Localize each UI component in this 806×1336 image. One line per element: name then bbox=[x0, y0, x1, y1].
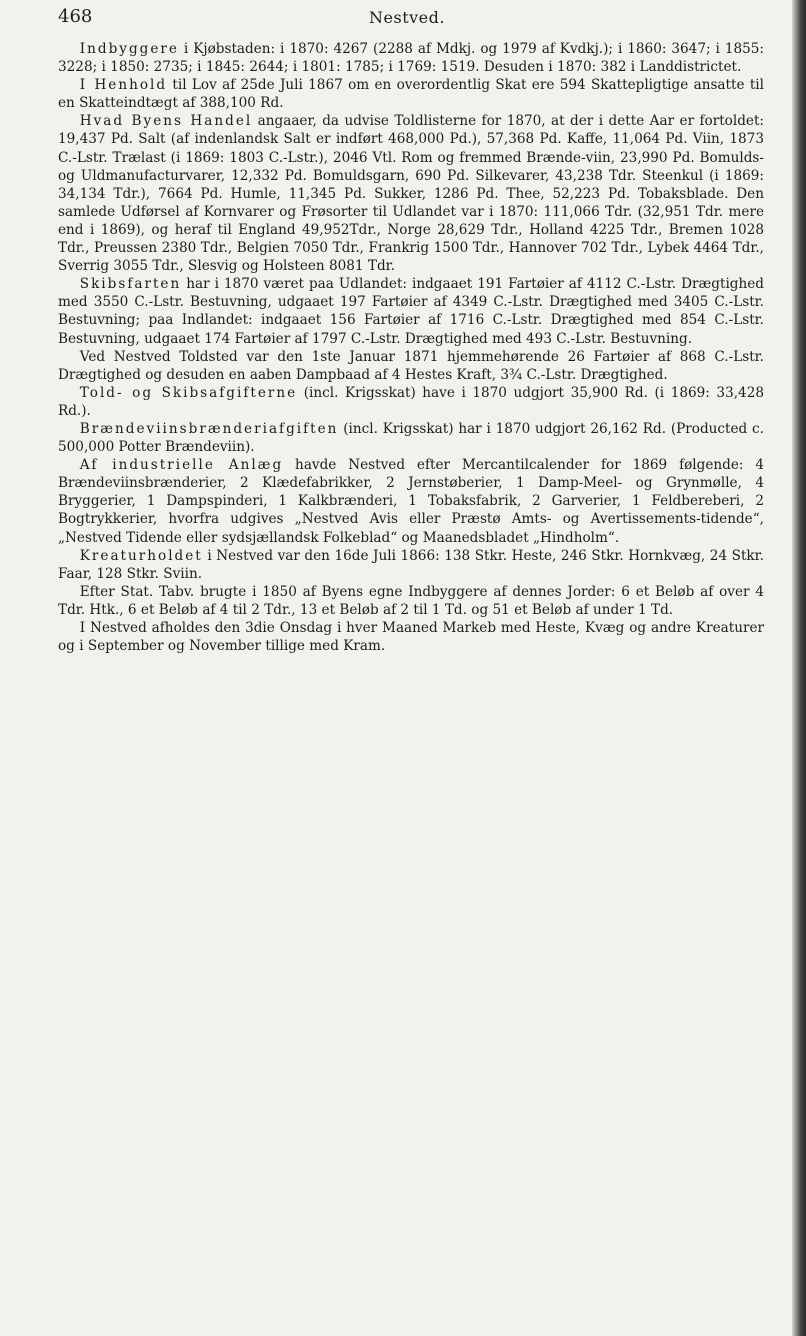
paragraph-text: til Lov af 25de Juli 1867 om en overordentlig Skat ere 594 Skattepligtige ansatte til en Skatteindtægt af 388,100 Rd. bbox=[58, 77, 764, 112]
paragraph-text: havde Nestved efter Mercantilcalender for 1869 følgende: 4 Brændeviinsbrænderier, 2 Klædefabrikker, 2 Jernstøberier, 1 Damp-Meel- og Grynmølle, 4 Bryggerier, 1 Dampspinderi, 1 Kalkbrænderi, 1 Tobaksfabrik, 2 Garverier, 1 Feldbereberi, 2 Bogtrykkerier, hvorfra udgives „Nestved Avis eller Præstø Amts- og Avertissements-tidende“, „Nestved Tidende eller sydsjællandsk Folkeblad“ og Maanedsbladet „Hindholm“. bbox=[58, 457, 765, 546]
paragraph-text: Ved Nestved Toldsted var den 1ste Januar 1871 hjemmehørende 26 Fartøier af 868 C.-Lstr. Drægtighed og desuden en aaben Dampbaad af 4 Hestes Kraft, 3¾ C.-Lstr. Drægtighed. bbox=[58, 348, 764, 383]
page-edge-shadow bbox=[792, 0, 806, 1336]
paragraph-trade bbox=[58, 112, 764, 275]
paragraph-distillery bbox=[58, 420, 764, 456]
paragraph-shipping bbox=[58, 275, 764, 347]
paragraph-text: angaaer, da udvise Toldlisterne for 1870, at der i dette Aar er fortoldet: 19,437 Pd. Salt (af indenlandsk Salt er indført 468,000 Pd.), 57,368 Pd. Kaffe, 11,064 Pd. Viin, 1873 C.-Lstr. Trælast (i 1869: 1803 C.-Lstr.), 2046 Vtl. Rom og fremmed Brænde-viin, 23,990 Pd. Bomulds- og Uldmanufacturvarer, 12,332 Pd. Bomuldsgarn, 690 Pd. Silkevarer, 43,238 Tdr. Steenkul (i 1869: 34,134 Tdr.), 7664 Pd. Humle, 11,345 Pd. Sukker, 1286 Pd. Thee, 52,223 Pd. Tobaksblade. Den samlede Udførsel af Kornvarer og Frøsorter til Udlandet var i 1870: 111,066 Tdr. (32,951 Tdr. mere end i 1869), og heraf til England 49,952Tdr., Norge 28,629 Tdr., Holland 4225 Tdr., Bremen 1028 Tdr., Preussen 2380 Tdr., Belgien 7050 Tdr., Frankrig 1500 Tdr., Hannover 702 Tdr., Lybek 4464 Tdr., Sverrig 3055 Tdr., Slesvig og Holsteen 8081 Tdr. bbox=[58, 113, 764, 275]
paragraph-industry bbox=[58, 456, 764, 546]
paragraph-livestock bbox=[58, 547, 764, 583]
paragraph-text: I Nestved afholdes den 3die Onsdag i hver Maaned Markeb med Heste, Kvæg og andre Kreaturer og i September og November tillige med Kram. bbox=[58, 620, 764, 655]
running-head: Nestved. bbox=[369, 8, 445, 27]
body-text bbox=[58, 40, 764, 655]
paragraph-lead: Hvad Byens Handel bbox=[79, 113, 253, 130]
page-number: 468 bbox=[58, 6, 93, 27]
paragraph-tax bbox=[58, 76, 764, 112]
paragraph-text: Efter Stat. Tabv. brugte i 1850 af Byens egne Indbyggere af dennes Jorder: 6 et Beløb af over 4 Tdr. Htk., 6 et Beløb af 4 til 2 Tdr., 13 et Beløb af 2 til 1 Td. og 51 et Beløb af under 1 Td. bbox=[58, 583, 764, 618]
paragraph-text: (incl. Krigsskat) have i 1870 udgjort 35,900 Rd. (i 1869: 33,428 Rd.). bbox=[58, 384, 764, 419]
page-header bbox=[58, 4, 756, 34]
paragraph-lead: I Henhold bbox=[79, 77, 168, 94]
paragraph-land bbox=[58, 583, 764, 619]
paragraph-lead: Af industrielle Anlæg bbox=[79, 457, 284, 474]
paragraph-population bbox=[58, 40, 764, 76]
paragraph-lead: Skibsfarten bbox=[79, 276, 182, 293]
paragraph-lead: Told- og Skibsafgifterne bbox=[79, 384, 298, 401]
paragraph-lead: Brændeviinsbrænderiafgiften bbox=[79, 420, 339, 437]
paragraph-lead: Kreaturholdet bbox=[79, 547, 203, 564]
paragraph-vessels bbox=[58, 348, 764, 384]
paragraph-customs bbox=[58, 384, 764, 420]
paragraph-text: har i 1870 været paa Udlandet: indgaaet 191 Fartøier af 4112 C.-Lstr. Drægtighed med 3550 C.-Lstr. Bestuvning, udgaaet 197 Fartøier af 4349 C.-Lstr. Drægtighed med 3405 C.-Lstr. Bestuvning; paa Indlandet: indgaaet 156 Fartøier af 1716 C.-Lstr. Drægtighed med 854 C.-Lstr. Bestuvning, udgaaet 174 Fartøier af 1797 C.-Lstr. Drægtighed med 493 C.-Lstr. Bestuvning. bbox=[58, 276, 764, 347]
paragraph-lead: Indbyggere bbox=[79, 41, 179, 57]
paragraph-text: i Nestved var den 16de Juli 1866: 138 Stkr. Heste, 246 Stkr. Hornkvæg, 24 Stkr. Faar, 128 Stkr. Sviin. bbox=[58, 547, 764, 582]
paragraph-text: i Kjøbstaden: i 1870: 4267 (2288 af Mdkj. og 1979 af Kvdkj.); i 1860: 3647; i 1855: 3228; i 1850: 2735; i 1845: 2644; i 1801: 1785; i 1769: 1519. Desuden i 1870: 382 i Landdistrictet. bbox=[58, 41, 764, 76]
paragraph-text: (incl. Krigsskat) har i 1870 udgjort 26,162 Rd. (Producted c. 500,000 Potter Brændeviin). bbox=[58, 420, 764, 456]
paragraph-markets bbox=[58, 619, 764, 655]
